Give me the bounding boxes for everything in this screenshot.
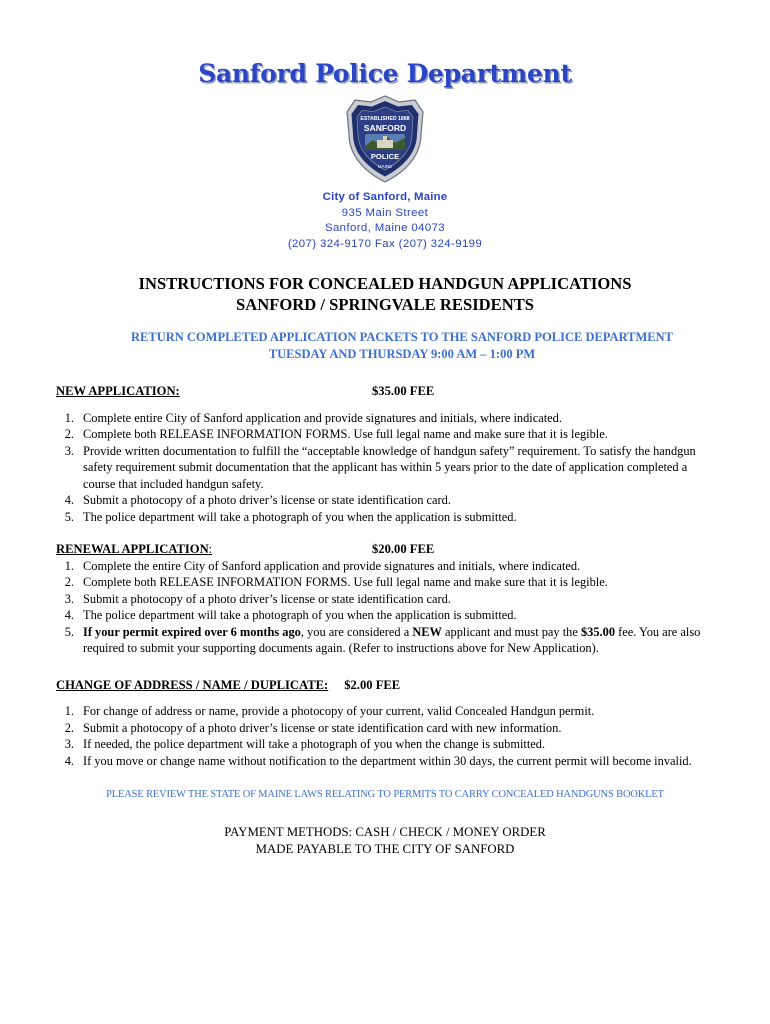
list-item: Complete both RELEASE INFORMATION FORMS. Use full legal name and make sure that it is legible. [83,427,608,441]
document-title [56,273,714,315]
new-application-fee: $35.00 FEE [372,384,435,398]
badge-police-text: POLICE [370,152,400,161]
title-line-2: SANFORD / SPRINGVALE RESIDENTS [236,295,534,314]
title-line-1: INSTRUCTIONS FOR CONCEALED HANDGUN APPLICATIONS [138,274,632,293]
city-state-zip-line: Sanford, Maine 04073 [324,222,446,234]
return-note [90,329,714,363]
new-application-label: NEW APPLICATION: [56,384,180,398]
review-laws-note: PLEASE REVIEW THE STATE OF MAINE LAWS RELATING TO PERMITS TO CARRY CONCEALED HANDGUNS BOOKLET [106,789,664,800]
list-item: Provide written documentation to fulfill the “acceptable knowledge of handgun safety” requirement. To satisfy the handgun safety requirement submit documentation that the applicant has within 5 years prior to the date of application completed a course that included handgun safety. [83,443,696,491]
new-application-list [56,410,714,526]
phone-fax-line: (207) 324-9170 Fax (207) 324-9199 [287,237,483,250]
list-item: Submit a photocopy of a photo driver’s license or state identification card with new information. [83,720,562,735]
change-of-address-fee: $2.00 FEE [344,677,401,692]
list-item: If you move or change name without notification to the department within 30 days, the current permit will become invalid. [83,753,692,768]
badge-city-text: SANFORD [363,123,407,133]
list-item: Submit a photocopy of a photo driver’s license or state identification card. [83,591,451,606]
renewal-application-fee: $20.00 FEE [372,542,435,556]
change-of-address-list [56,703,714,769]
change-of-address-label: CHANGE OF ADDRESS / NAME / DUPLICATE: [56,677,329,692]
list-item-expired-permit: If your permit expired over 6 months ago, you are considered a NEW applicant and must pay the $35.00 fee. You are also required to submit your supporting documents again. (Refer to instructions above for New Application). [83,624,701,655]
list-item: If needed, the police department will take a photograph of you when the change is submitted. [83,737,546,751]
return-note-line-1: RETURN COMPLETED APPLICATION PACKETS TO THE SANFORD POLICE DEPARTMENT [131,330,673,344]
city-line: City of Sanford, Maine [322,191,448,203]
department-title: Sanford Police Department [198,59,572,88]
renewal-application-heading [56,541,714,558]
badge-state-text: MAINE [377,164,393,169]
department-address [56,190,714,252]
payment-methods [56,824,714,858]
list-item: Complete both RELEASE INFORMATION FORMS. Use full legal name and make sure that it is legible. [83,575,608,589]
payment-methods-line-1: PAYMENT METHODS: CASH / CHECK / MONEY ORDER [224,824,546,839]
list-item: The police department will take a photograph of you when the application is submitted. [83,509,517,524]
badge-icon [343,94,427,184]
renewal-application-label: RENEWAL APPLICATION: [56,542,213,556]
list-item: Submit a photocopy of a photo driver’s license or state identification card. [83,493,451,507]
badge-top-text: ESTABLISHED 1888 [360,116,410,122]
new-application-heading [56,383,714,400]
list-item: Complete entire City of Sanford application and provide signatures and initials, where indicated. [83,410,562,425]
street-line: 935 Main Street [341,206,429,219]
list-item: The police department will take a photograph of you when the application is submitted. [83,608,517,622]
payment-methods-line-2: MADE PAYABLE TO THE CITY OF SANFORD [255,841,515,856]
list-item: For change of address or name, provide a photocopy of your current, valid Concealed Handgun permit. [83,704,595,718]
change-of-address-heading [56,677,714,694]
police-badge [56,94,714,184]
return-note-line-2: TUESDAY AND THURSDAY 9:00 AM – 1:00 PM [268,347,536,361]
renewal-application-list [56,558,714,657]
list-item: Complete the entire City of Sanford application and provide signatures and initials, where indicated. [83,558,581,573]
